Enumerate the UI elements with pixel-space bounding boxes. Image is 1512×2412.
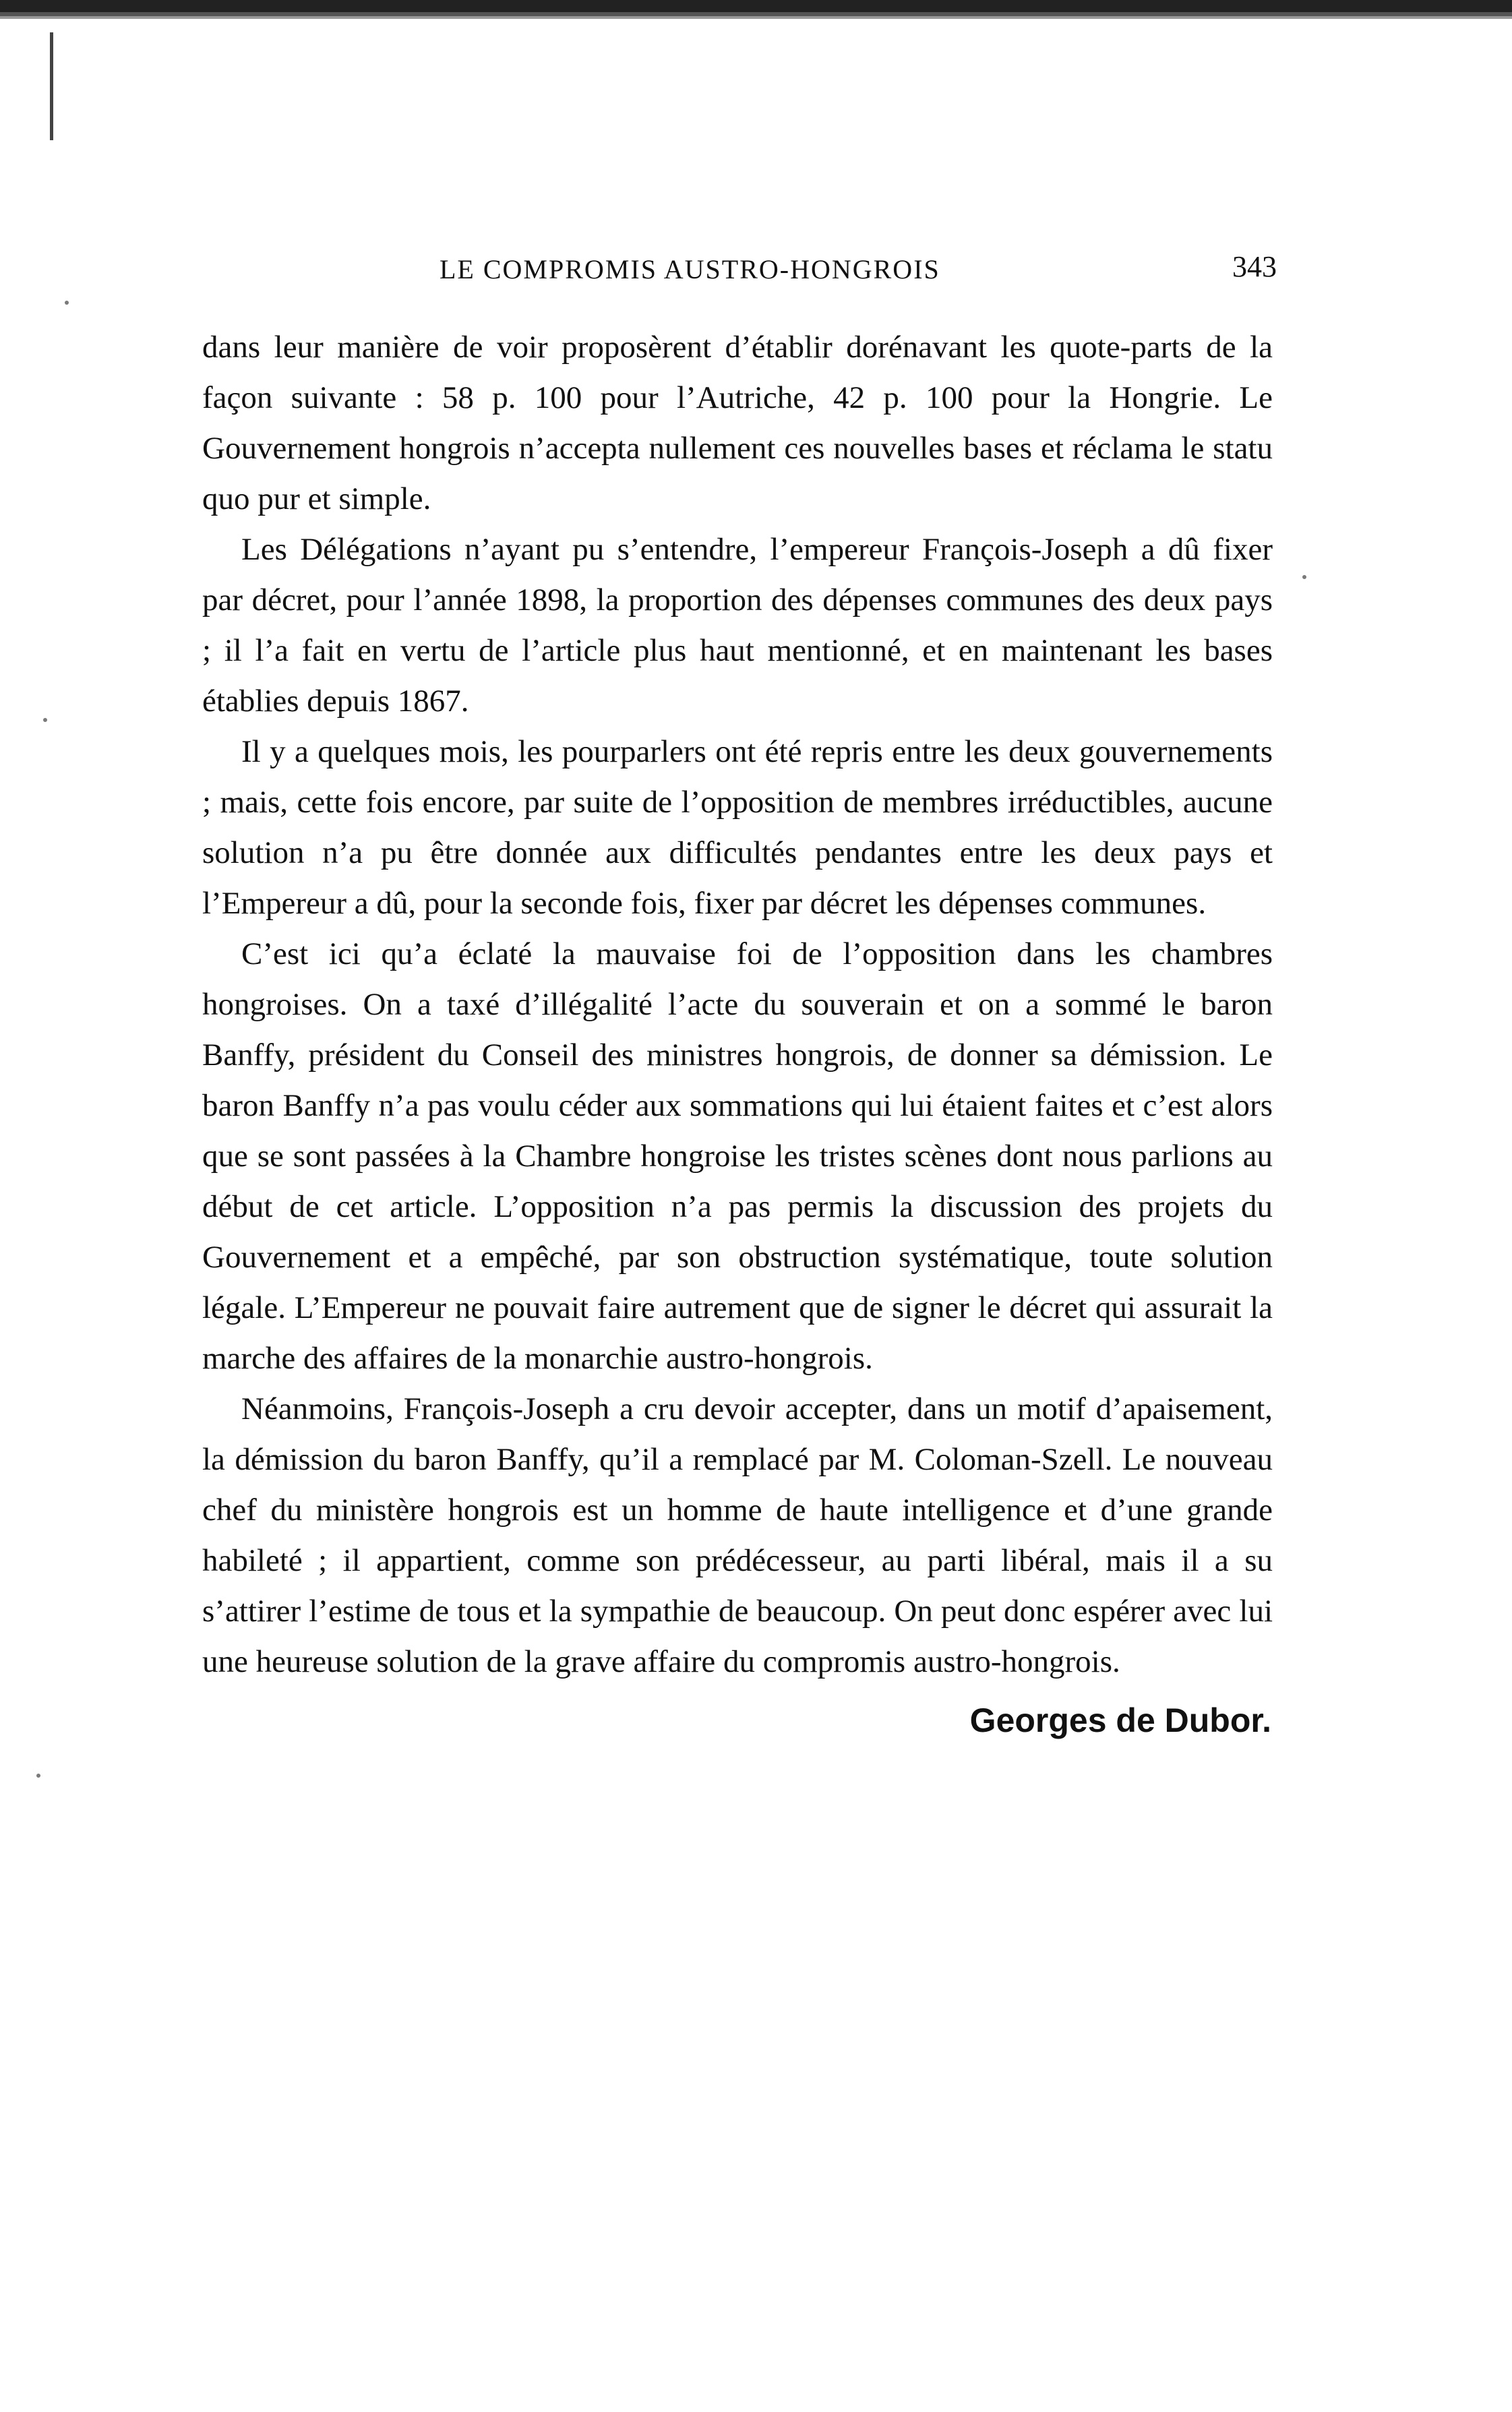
top-scan-border — [0, 0, 1512, 28]
paragraph-5: Néanmoins, François-Joseph a cru devoir accepter, dans un motif d’apaisement, la démission du baron Banffy, qu’il a remplacé par M. Coloman-Szell. Le nouveau chef du ministère hongrois est un homme de haute intelligence et d’une grande habileté ; il appartient, comme son prédécesseur, au parti libéral, mais il a su s’attirer l’estime de tous et la sympathie de beaucoup. On peut donc espérer avec lui une heureuse solution de la grave affaire du compromis austro-hongrois. — [202, 1391, 1273, 1679]
paragraph-3: Il y a quelques mois, les pourparlers ont été repris entre les deux gouvernements ; mais, cette fois encore, par suite de l’opposition de membres irréductibles, aucune solution n’a pu être donnée aux difficultés pendantes entre les deux pays et l’Empereur a dû, pour la seconde fois, fixer par décret les dépenses communes. — [202, 734, 1273, 921]
page-header — [202, 248, 1277, 322]
article-body — [202, 322, 1273, 1746]
margin-speck — [43, 718, 47, 722]
page-number: 343 — [1232, 250, 1277, 283]
book-page — [202, 248, 1277, 1746]
paragraph-4: C’est ici qu’a éclaté la mauvaise foi de l’opposition dans les chambres hongroises. On a taxé d’illégalité l’acte du souverain et on a sommé le baron Banffy, président du Conseil des ministres hongrois, de donner sa démission. Le baron Banffy n’a pas voulu céder aux sommations qui lui étaient faites et c’est alors que se sont passées à la Chambre hongroise les tristes scènes dont nous parlions au début de cet article. L’opposition n’a pas permis la discussion des projets du Gouvernement et a empêché, par son obstruction systématique, toute solution légale. L’Empereur ne pouvait faire autrement que de signer le décret qui assurait la marche des affaires de la monarchie austro-hongrois. — [202, 936, 1273, 1376]
margin-speck — [36, 1774, 40, 1778]
margin-speck — [65, 301, 69, 305]
margin-speck — [1302, 575, 1306, 579]
author-signature: Georges de Dubor. — [969, 1701, 1271, 1739]
margin-mark — [50, 32, 60, 140]
paragraph-1: dans leur manière de voir proposèrent d’établir dorénavant les quote-parts de la façon suivante : 58 p. 100 pour l’Autriche, 42 p. 100 pour la Hongrie. Le Gouvernement hongrois n’accepta nullement ces nouvelles bases et réclama le statu quo pur et simple. — [202, 330, 1273, 516]
paragraph-2: Les Délégations n’ayant pu s’entendre, l’empereur François-Joseph a dû fixer par décret, pour l’année 1898, la proportion des dépenses communes des deux pays ; il l’a fait en vertu de l’article plus haut mentionné, et en maintenant les bases établies depuis 1867. — [202, 532, 1273, 719]
running-title: LE COMPROMIS AUSTRO-HONGROIS — [440, 254, 940, 284]
